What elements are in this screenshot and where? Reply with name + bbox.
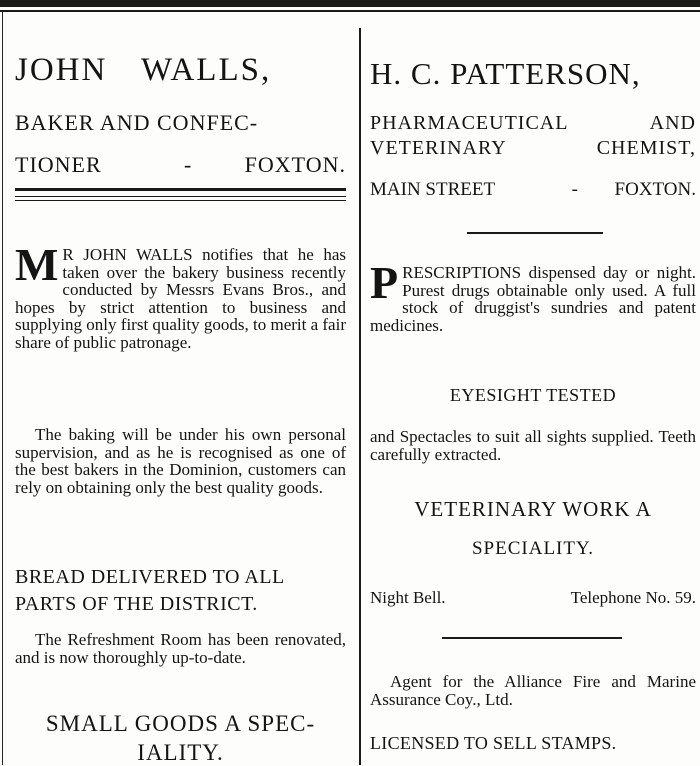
address-sep: - [571,179,578,200]
bread-delivered-line-1: BREAD DELIVERED TO ALL [15,566,285,588]
prescriptions-dropcap: P [370,257,399,308]
section-rule-2 [442,637,622,639]
veterinary-line-2: SPECIALITY. [471,538,595,559]
notice-text: R JOHN WALLS notifies that he has taken over the bakery business recently conducted by Messrs Evans Bros., and hopes by strict attention to business and supplying only first quality goods, to merit a fair share of public patronage. [15,245,346,352]
baking-paragraph: The baking will be under his own personal supervision, and as he is recognised as one of the best bakers in the Dominion, customers can rely on obtaining only the best quality goods. [15,425,346,497]
agent-paragraph: Agent for the Alliance Fire and Marine Assurance Coy., Ltd. [370,672,696,709]
trade-line-2-sep: - [184,152,193,177]
trade-line-2-right: FOXTON. [244,152,346,177]
trade-line-1-right: AND [649,112,696,134]
telephone-number: Telephone No. 59. [570,588,696,607]
trade-line-1: BAKER AND CONFEC- [15,110,259,135]
header-rule-thin-2 [15,200,346,201]
address-town: FOXTON. [614,179,696,200]
trade-line-1-left: PHARMACEUTICAL [370,112,569,134]
advertiser-name [15,52,346,89]
bread-delivered-line-2: PARTS OF THE DISTRICT. [15,593,258,615]
refreshment-paragraph: The Refreshment Room has been renovated, and is now thoroughly up-to-date. [15,630,346,667]
eyesight-tested: EYESIGHT TESTED [449,385,617,405]
advertiser-name-text: JOHN WALLS, [15,52,272,88]
night-bell: Night Bell. [370,588,446,607]
licensed-stamps: LICENSED TO SELL STAMPS. [370,733,617,753]
prescriptions-text: RESCRIPTIONS dispensed day or night. Purest drugs obtainable only used. A full stock of druggist's sundries and patent medicines. [370,263,696,335]
column-divider [359,28,361,765]
trade-line-1 [370,112,696,135]
top-border-thin [0,10,700,12]
contact-line [370,588,696,608]
address-street: MAIN STREET [370,179,496,200]
spectacles-paragraph: and Spectacles to suit all sights supplied. Teeth carefully extracted. [370,427,696,464]
advertiser-name: H. C. PATTERSON, [370,56,641,91]
notice-paragraph [15,239,346,352]
left-edge-rule [2,12,3,765]
trade-line-2-left: TIONER [15,152,102,177]
veterinary-line-1: VETERINARY WORK A [414,497,652,521]
trade-line-2 [15,152,346,178]
trade-line-2-left: VETERINARY [370,137,507,159]
prescriptions-paragraph [370,257,696,335]
header-rule-thin [15,196,346,197]
section-rule [467,232,603,234]
notice-dropcap: M [15,239,59,290]
small-goods-line-2: IALITY. [137,740,224,765]
trade-line-2 [370,137,696,160]
address-line [370,179,696,201]
small-goods-line-1: SMALL GOODS A SPEC- [45,711,316,736]
header-rule-thick [15,188,346,191]
top-border-thick [0,0,700,7]
trade-line-2-right: CHEMIST, [596,137,696,159]
